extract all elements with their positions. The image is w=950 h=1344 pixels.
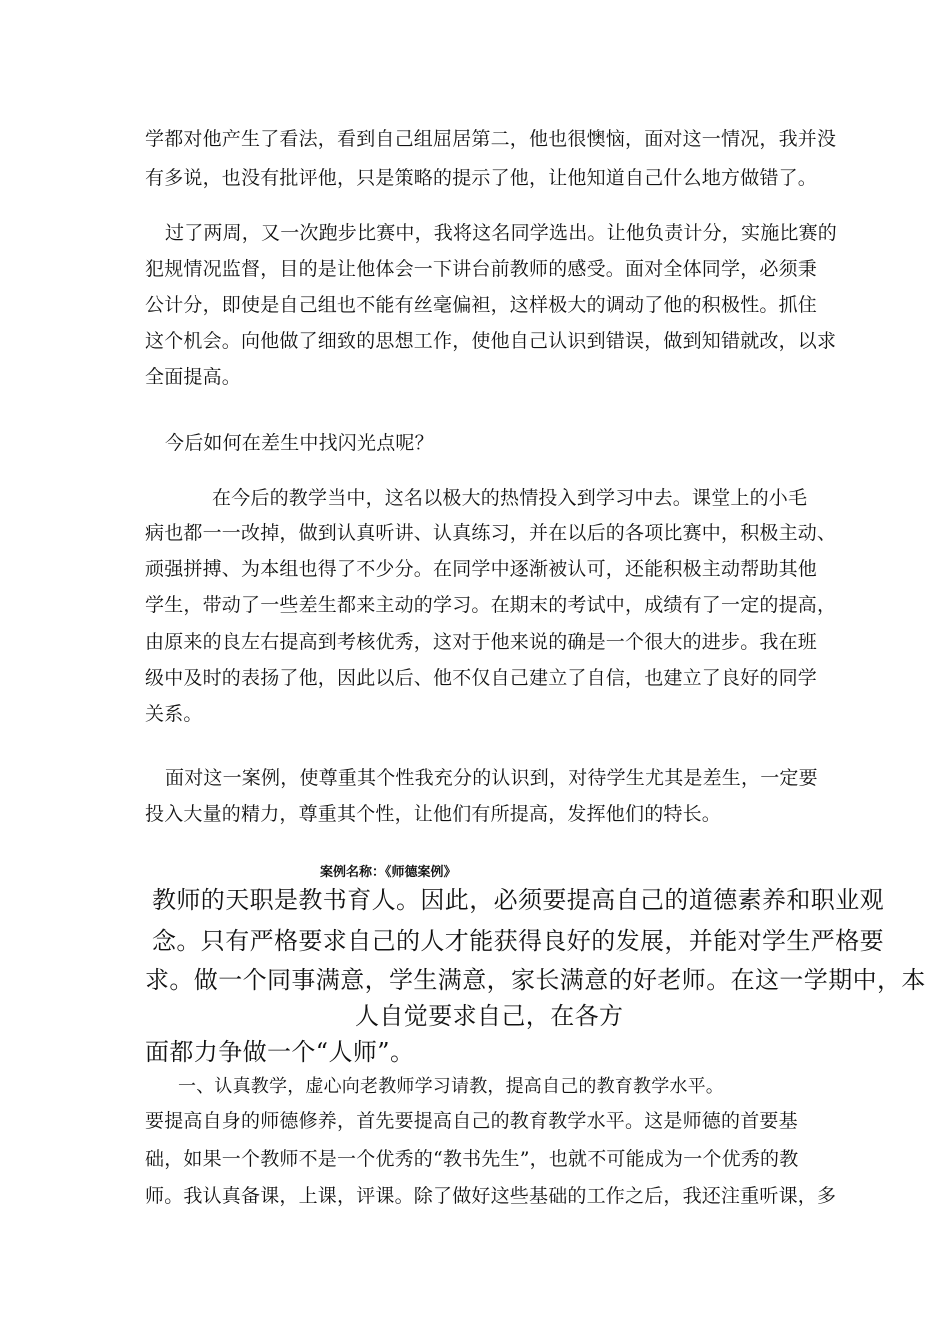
paragraph-line: 级中及时的表扬了他，因此以后、他不仅自己建立了自信，也建立了良好的同学 (145, 667, 818, 689)
paragraph-line: 要提高自身的师德修养，首先要提高自己的教育教学水平。这是师德的首要基 (145, 1110, 798, 1132)
paragraph-line: 学生，带动了一些差生都来主动的学习。在期末的考试中，成绩有了一定的提高， (145, 594, 837, 616)
paragraph-line: 有多说，也没有批评他，只是策略的提示了他，让他知道自己什么地方做错了。 (145, 167, 818, 189)
paragraph-line: 学都对他产生了看法，看到自己组屈居第二，他也很懊恼，面对这一情况，我并没 (145, 128, 837, 150)
paragraph-line: 病也都一一改掉，做到认真听讲、认真练习，并在以后的各项比赛中，积极主动、 (145, 522, 837, 544)
paragraph-line: 顽强拼搏、为本组也得了不少分。在同学中逐渐被认可，还能积极主动帮助其他 (145, 558, 818, 580)
intro-line: 求。做一个同事满意，学生满意，家长满意的好老师。在这一学期中，本 (145, 966, 926, 994)
paragraph-line: 过了两周，又一次跑步比赛中，我将这名同学选出。让他负责计分，实施比赛的 (165, 222, 838, 244)
paragraph-line: 在今后的教学当中，这名以极大的热情投入到学习中去。课堂上的小毛 (212, 487, 808, 509)
paragraph-line: 全面提高。 (145, 366, 242, 388)
paragraph-line: 师。我认真备课，上课，评课。除了做好这些基础的工作之后，我还注重听课，多 (145, 1185, 837, 1207)
paragraph-line: 础，如果一个教师不是一个优秀的“教书先生”，也就不可能成为一个优秀的教 (145, 1148, 799, 1170)
question-line: 今后如何在差生中找闪光点呢？ (165, 432, 434, 454)
paragraph-line: 关系。 (145, 703, 203, 725)
paragraph-line: 投入大量的精力，尊重其个性，让他们有所提高，发挥他们的特长。 (145, 803, 722, 825)
intro-line: 面都力争做一个“人师”。 (145, 1038, 415, 1066)
intro-line: 念。只有严格要求自己的人才能获得良好的发展，并能对学生严格要 (152, 927, 884, 955)
intro-line: 教师的天职是教书育人。因此，必须要提高自己的道德素养和职业观 (152, 886, 884, 914)
paragraph-line: 面对这一案例，使尊重其个性我充分的认识到，对待学生尤其是差生，一定要 (165, 767, 818, 789)
paragraph-line: 公计分，即使是自己组也不能有丝毫偏袒，这样极大的调动了他的积极性。抓住 (145, 294, 818, 316)
section-heading: 一、认真教学，虚心向老教师学习请教，提高自己的教育教学水平。 (178, 1076, 724, 1097)
case-title: 案例名称：《师德案例》 (320, 865, 457, 880)
paragraph-line: 犯规情况监督，目的是让他体会一下讲台前教师的感受。面对全体同学，必须秉 (145, 258, 818, 280)
paragraph-line: 这个机会。向他做了细致的思想工作，使他自己认识到错误，做到知错就改，以求 (145, 330, 837, 352)
paragraph-line: 由原来的良左右提高到考核优秀，这对于他来说的确是一个很大的进步。我在班 (145, 631, 818, 653)
intro-line: 人自觉要求自己，在各方 (355, 1002, 624, 1030)
